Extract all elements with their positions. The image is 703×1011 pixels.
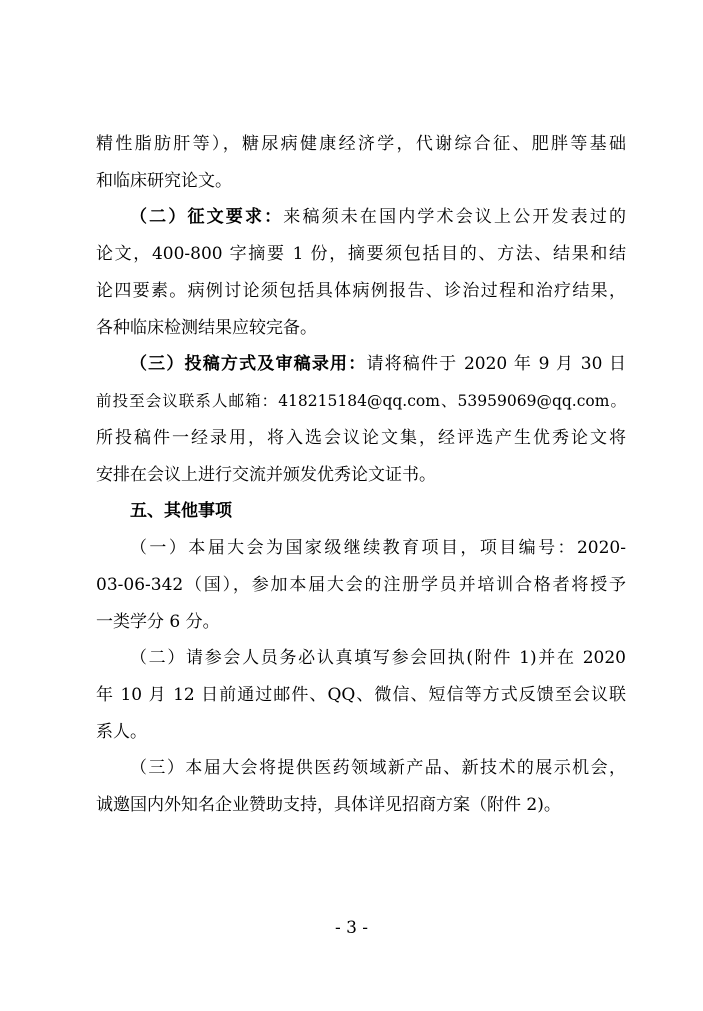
text-line: 诚邀国内外知名企业赞助支持，具体详见招商方案（附件 2)。 bbox=[96, 795, 561, 815]
subsection-heading: （三）投稿方式及审稿录用： bbox=[130, 354, 367, 374]
text-line bbox=[96, 390, 626, 412]
text-line: 论四要素。病例讨论须包括具体病例报告、诊治过程和治疗结果， bbox=[96, 281, 626, 301]
text-line: 03-06-342（国），参加本届大会的注册学员并培训合格者将授予 bbox=[96, 575, 626, 595]
text-line: 各种临床检测结果应较完备。 bbox=[96, 318, 317, 338]
section-heading: 五、其他事项 bbox=[130, 501, 232, 521]
text-line: （三）本届大会将提供医药领域新产品、新技术的展示机会， bbox=[130, 758, 626, 778]
email-line: 前投至会议联系人邮箱：418215184@qq.com、53959069@qq.com。 bbox=[96, 392, 626, 410]
text-line: 和临床研究论文。 bbox=[96, 171, 232, 191]
text-line: （一）本届大会为国家级继续教育项目，项目编号：2020- bbox=[130, 538, 626, 558]
text-line: 一类学分 6 分。 bbox=[96, 612, 220, 632]
text-line: 精性脂肪肝等），糖尿病健康经济学，代谢综合征、肥胖等基础 bbox=[96, 134, 626, 154]
subsection-heading: （二）征文要求： bbox=[130, 207, 284, 227]
text-line: 所投稿件一经录用，将入选会议论文集，经评选产生优秀论文将 bbox=[96, 428, 626, 448]
text-line: 年 10 月 12 日前通过邮件、QQ、微信、短信等方式反馈至会议联 bbox=[96, 685, 626, 705]
page-number: - 3 - bbox=[334, 918, 369, 938]
text-line: 系人。 bbox=[96, 722, 147, 742]
text-line: 安排在会议上进行交流并颁发优秀论文证书。 bbox=[96, 465, 436, 485]
text-line: 论文，400-800 字摘要 1 份，摘要须包括目的、方法、结果和结 bbox=[96, 244, 626, 264]
text-line: （二）征文要求：来稿须未在国内学术会议上公开发表过的 bbox=[130, 207, 627, 227]
text-line: （二）请参会人员务必认真填写参会回执(附件 1)并在 2020 bbox=[130, 648, 626, 668]
text-line: （三）投稿方式及审稿录用：请将稿件于 2020 年 9 月 30 日 bbox=[130, 354, 627, 374]
